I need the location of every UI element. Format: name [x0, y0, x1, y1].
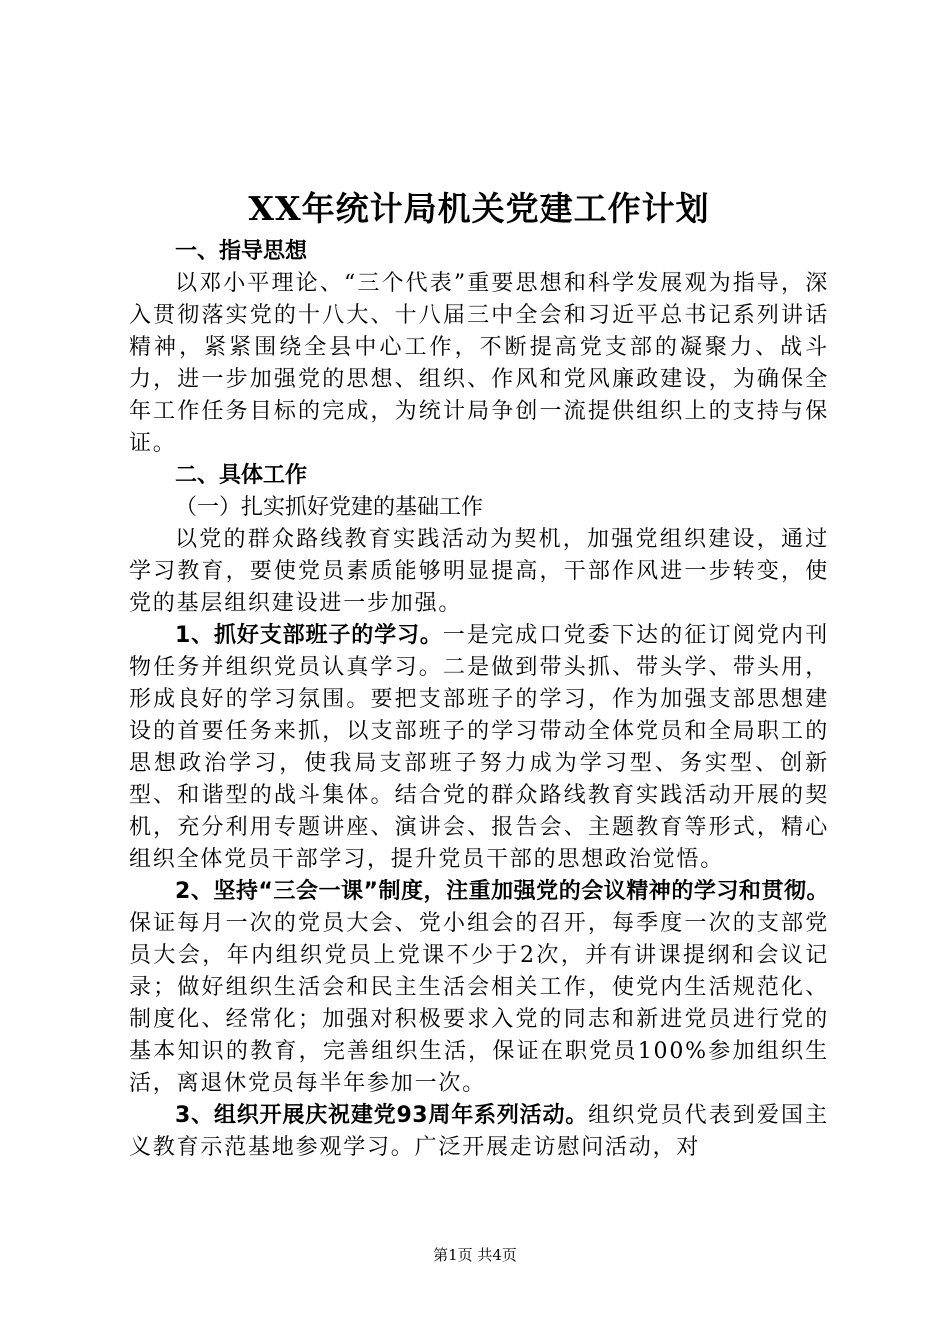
- subsection1-heading: （一）扎实抓好党建的基础工作: [175, 495, 484, 520]
- item1-lead: 1、抓好支部班子的学习。: [175, 623, 443, 648]
- item2-paragraph: [129, 876, 829, 1100]
- document-body: [129, 186, 829, 1164]
- item2-lead: 2、坚持“三会一课”制度，注重加强党的会议精神的学习和贯彻。: [175, 879, 829, 904]
- document-title: XX年统计局机关党建工作计划: [248, 189, 710, 228]
- item3-text: 组织党员代表到爱国主义教育示范基地参观学习。广泛开展走访慰问活动，对: [129, 1103, 829, 1160]
- item3-paragraph: [129, 1100, 829, 1164]
- item2-text: 保证每月一次的党员大会、党小组会的召开，每季度一次的支部党员大会，年内组织党员上党课不少于2次，并有讲课提纲和会议记录；做好组织生活会和民主生活会相关工作，使党内生活规范化、制度化、经常化；加强对积极要求入党的同志和新进党员进行党的基本知识的教育，完善组织生活，保证在职党员100%参加组织生活，离退休党员每半年参加一次。: [129, 911, 829, 1096]
- item3-lead: 3、组织开展庆祝建党93周年系列活动。: [175, 1103, 589, 1128]
- subsection1-paragraph: 以党的群众路线教育实践活动为契机，加强党组织建设，通过学习教育，要使党员素质能够明显提高，干部作风进一步转变，使党的基层组织建设进一步加强。: [129, 527, 829, 616]
- page-footer: 第1页 共4页: [433, 1246, 517, 1264]
- section1-paragraph: 以邓小平理论、“三个代表”重要思想和科学发展观为指导，深入贯彻落实党的十八大、十八届三中全会和习近平总书记系列讲话精神，紧紧围绕全县中心工作，不断提高党支部的凝聚力、战斗力，进一步加强党的思想、组织、作风和党风廉政建设，为确保全年工作任务目标的完成，为统计局争创一流提供组织上的支持与保证。: [129, 271, 829, 456]
- section2-heading: 二、具体工作: [175, 463, 308, 488]
- item1-text: 一是完成口党委下达的征订阅党内刊物任务并组织党员认真学习。二是做到带头抓、带头学、带头用，形成良好的学习氛围。要把支部班子的学习，作为加强支部思想建设的首要任务来抓，以支部班子的学习带动全体党员和全局职工的思想政治学习，使我局支部班子努力成为学习型、务实型、创新型、和谐型的战斗集体。结合党的群众路线教育实践活动开展的契机，充分利用专题讲座、演讲会、报告会、主题教育等形式，精心组织全体党员干部学习，提升党员干部的思想政治觉悟。: [129, 623, 829, 872]
- section1-heading: 一、指导思想: [175, 239, 308, 264]
- item1-paragraph: [129, 620, 829, 876]
